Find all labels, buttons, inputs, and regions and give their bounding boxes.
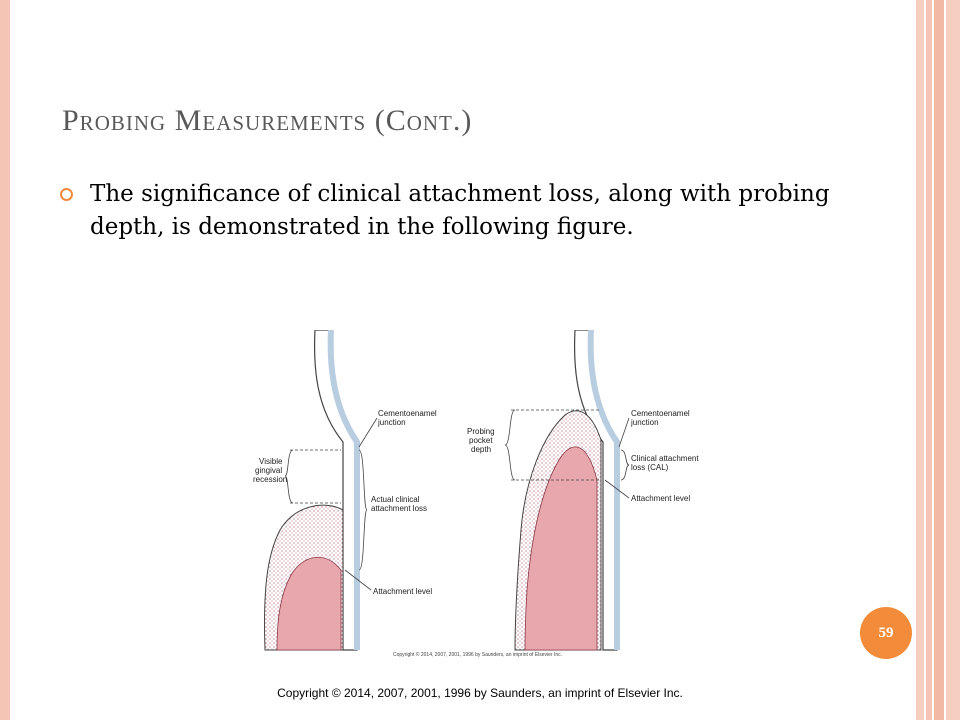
slide-copyright: Copyright © 2014, 2007, 2001, 1996 by Saunders, an imprint of Elsevier Inc. <box>277 686 683 700</box>
figure-svg <box>225 330 725 660</box>
label-visible-1: Visible <box>259 457 283 466</box>
page-number-badge: 59 <box>860 607 912 659</box>
right-accent-bars <box>916 0 960 720</box>
label-right-cal-2: loss (CAL) <box>631 463 669 472</box>
label-right-attach: Attachment level <box>631 494 691 503</box>
label-left-cej-1: Cementoenamel <box>378 409 437 418</box>
figure-copyright: Copyright © 2014, 2007, 2001, 1996 by Saunders, an imprint of Elsevier Inc. <box>393 652 563 658</box>
periodontal-figure <box>225 330 725 660</box>
label-left-attach: Attachment level <box>373 587 433 596</box>
label-visible-2: gingival <box>255 466 283 475</box>
label-ppd-3: depth <box>471 445 492 454</box>
left-accent-bar <box>0 0 10 720</box>
bullet-circle-icon <box>60 188 73 201</box>
right-tooth-diagram <box>467 330 699 650</box>
label-left-cal-1: Actual clinical <box>371 495 420 504</box>
left-tooth-diagram <box>253 330 437 650</box>
label-ppd-2: pocket <box>469 436 493 445</box>
label-ppd-1: Probing <box>467 427 495 436</box>
bullet-text: The significance of clinical attachment loss, along with probing depth, is demonstrated in the following figure. <box>90 181 830 240</box>
slide-title: Probing Measurements (Cont.) <box>62 104 473 137</box>
label-right-cej-1: Cementoenamel <box>631 409 690 418</box>
label-left-cej-2: junction <box>378 418 406 427</box>
label-right-cal-1: Clinical attachment <box>631 454 699 463</box>
label-right-cej-2: junction <box>631 418 659 427</box>
bullet-item <box>60 178 840 244</box>
label-left-cal-2: attachment loss <box>371 504 428 513</box>
label-visible-3: recession <box>253 475 288 484</box>
